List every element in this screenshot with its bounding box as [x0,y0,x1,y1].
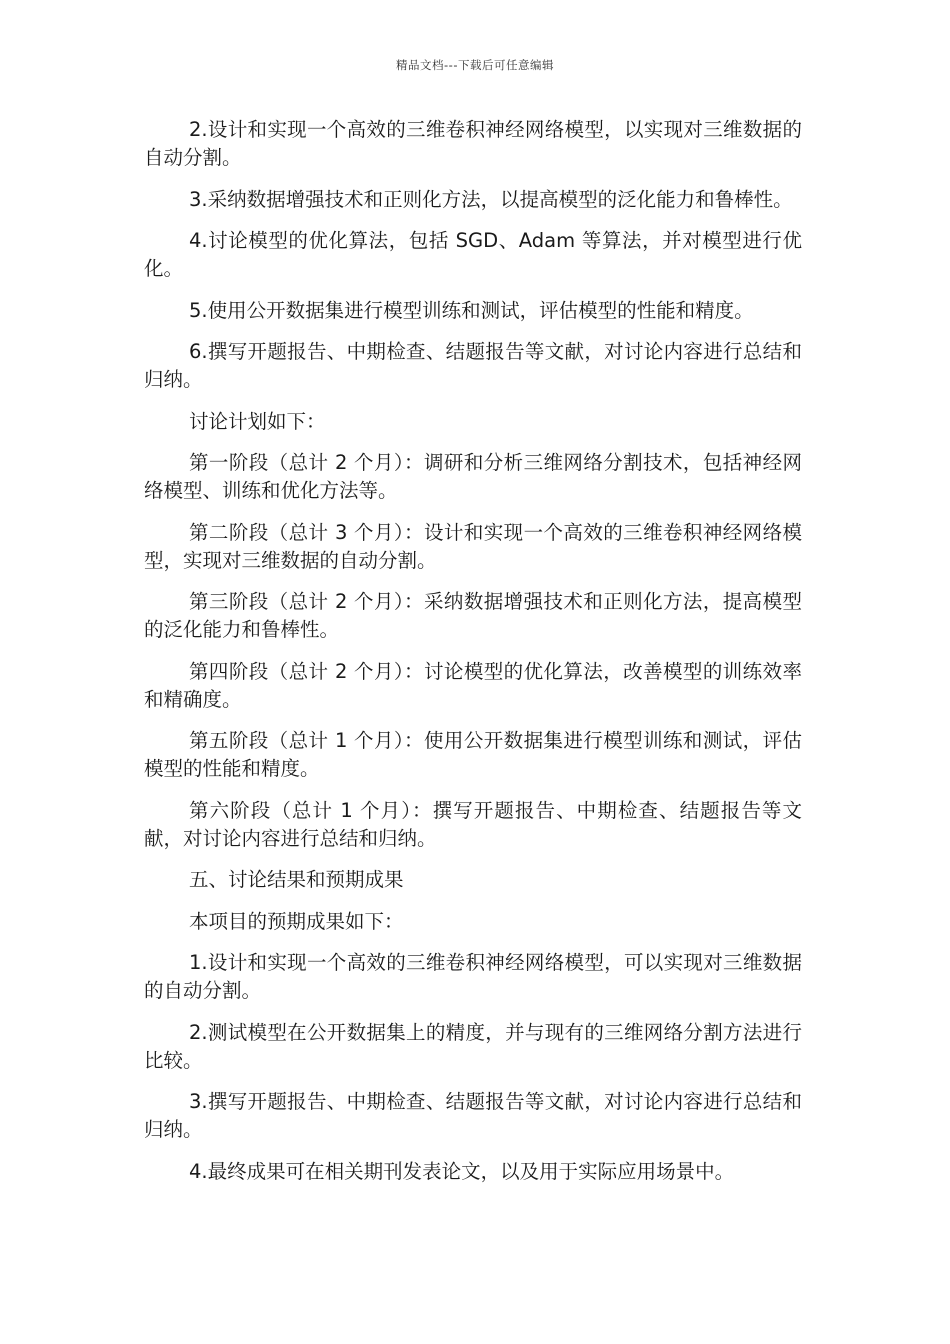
page-header: 精品文档---下载后可任意编辑 [396,58,554,72]
paragraph-goal-6: 6.撰写开题报告、中期检查、结题报告等文献，对讨论内容进行总结和归纳。 [144,340,802,391]
paragraph-phase-4: 第四阶段（总计 2 个月）：讨论模型的优化算法，改善模型的训练效率和精确度。 [144,659,802,711]
paragraph-goal-4: 4.讨论模型的优化算法，包括 SGD、Adam 等算法，并对模型进行优化。 [144,229,802,280]
paragraph-phase-2: 第二阶段（总计 3 个月）：设计和实现一个高效的三维卷积神经网络模型，实现对三维数据的自动分割。 [144,520,802,572]
paragraph-result-2: 2.测试模型在公开数据集上的精度，并与现有的三维网络分割方法进行比较。 [144,1020,802,1072]
paragraph-plan-intro: 讨论计划如下： [189,409,326,433]
paragraph-phase-6: 第六阶段（总计 1 个月）：撰写开题报告、中期检查、结题报告等文献，对讨论内容进行总结和归纳。 [144,798,802,850]
paragraph-goal-3: 3.采纳数据增强技术和正则化方法，以提高模型的泛化能力和鲁棒性。 [189,187,793,211]
paragraph-result-4: 4.最终成果可在相关期刊发表论文，以及用于实际应用场景中。 [189,1159,735,1183]
paragraph-goal-5: 5.使用公开数据集进行模型训练和测试，评估模型的性能和精度。 [189,298,754,322]
paragraph-results-intro: 本项目的预期成果如下： [189,909,404,933]
section-heading-results: 五、讨论结果和预期成果 [189,868,404,891]
paragraph-result-1: 1.设计和实现一个高效的三维卷积神经网络模型，可以实现对三维数据的自动分割。 [144,951,802,1002]
paragraph-phase-5: 第五阶段（总计 1 个月）：使用公开数据集进行模型训练和测试，评估模型的性能和精度。 [144,729,802,780]
paragraph-goal-2: 2.设计和实现一个高效的三维卷积神经网络模型，以实现对三维数据的自动分割。 [144,118,802,169]
document-body [144,116,802,1199]
paragraph-phase-1: 第一阶段（总计 2 个月）：调研和分析三维网络分割技术，包括神经网络模型、训练和优化方法等。 [144,451,802,502]
paragraph-phase-3: 第三阶段（总计 2 个月）：采纳数据增强技术和正则化方法，提高模型的泛化能力和鲁棒性。 [144,590,802,641]
paragraph-result-3: 3.撰写开题报告、中期检查、结题报告等文献，对讨论内容进行总结和归纳。 [144,1090,802,1141]
